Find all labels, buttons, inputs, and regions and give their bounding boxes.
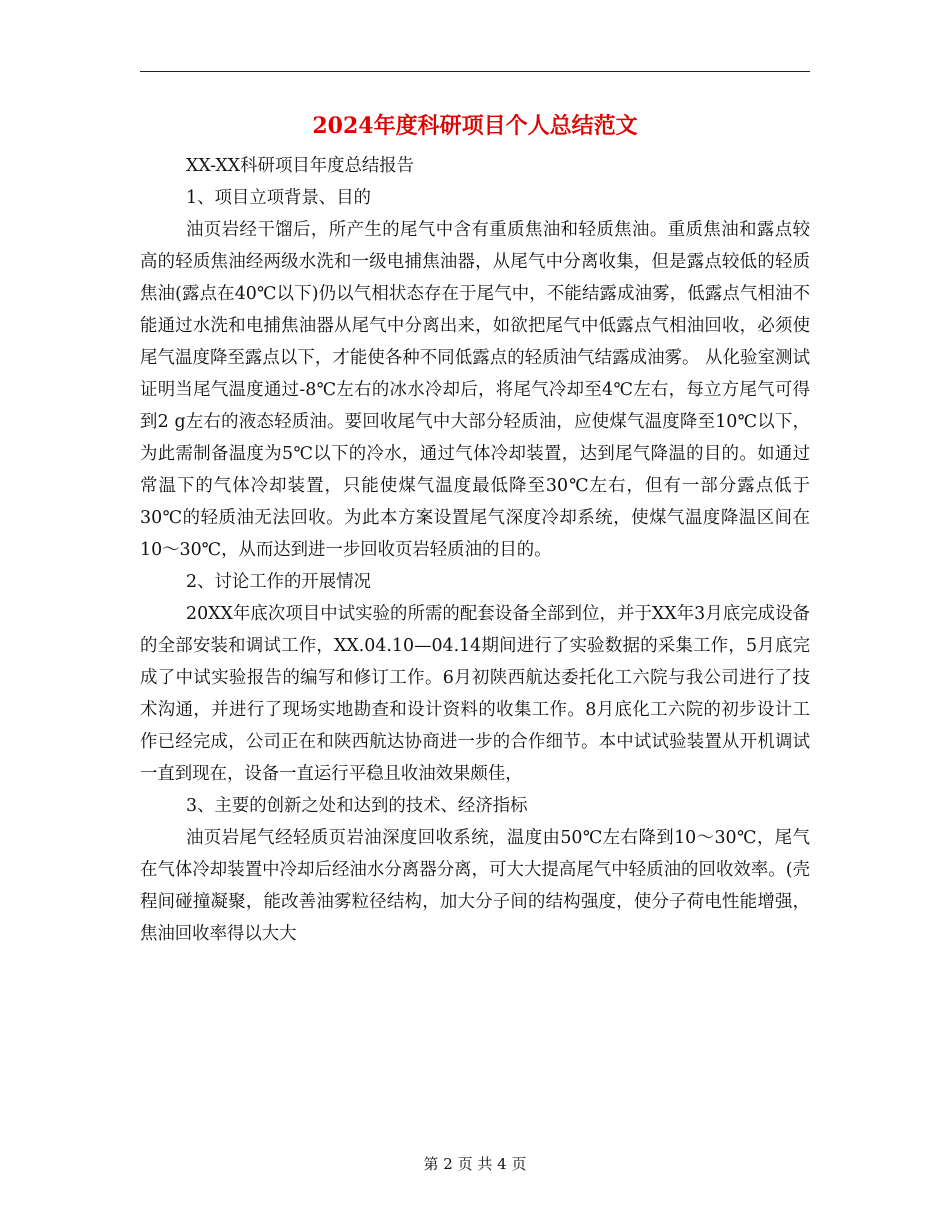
paragraph-innovation: 油页岩尾气经轻质页岩油深度回收系统，温度由50℃左右降到10～30℃，尾气在气体冷却装置中冷却后经油水分离器分离，可大大提高尾气中轻质油的回收效率。(壳程间碰撞凝聚，能改善油雾粒径结构，加大分子间的结构强度，使分子荷电性能增强，焦油回收率得以大大 <box>140 828 810 944</box>
section-heading-2: 2、讨论工作的开展情况 <box>186 572 371 592</box>
section-heading-3: 3、主要的创新之处和达到的技术、经济指标 <box>186 796 528 816</box>
section-heading-1: 1、项目立项背景、目的 <box>186 188 371 208</box>
document-body <box>140 150 810 950</box>
paragraph-background: 油页岩经干馏后，所产生的尾气中含有重质焦油和轻质焦油。重质焦油和露点较高的轻质焦油经两级水洗和一级电捕焦油器，从尾气中分离收集，但是露点较低的轻质焦油(露点在40℃以下)仍以气相状态存在于尾气中，不能结露成油雾，低露点气相油不能通过水洗和电捕焦油器从尾气中分离出来，如欲把尾气中低露点气相油回收，必须使尾气温度降至露点以下，才能使各种不同低露点的轻质油气结露成油雾。 从化验室测试证明当尾气温度通过-8℃左右的冰水冷却后，将尾气冷却至4℃左右，每立方尾气可得到2 g左右的液态轻质油。要回收尾气中大部分轻质油，应使煤气温度降至10℃以下，为此需制备温度为5℃以下的冷水，通过气体冷却装置，达到尾气降温的目的。如通过常温下的气体冷却装置，只能使煤气温度最低降至30℃左右，但有一部分露点低于30℃的轻质油无法回收。为此本方案设置尾气深度冷却系统，使煤气温度降温区间在10～30℃，从而达到进一步回收页岩轻质油的目的。 <box>140 220 810 560</box>
document-title: 2024年度科研项目个人总结范文 <box>312 113 638 139</box>
header-rule <box>140 71 810 72</box>
report-heading: XX-XX科研项目年度总结报告 <box>186 156 415 176</box>
paragraph-progress: 20XX年底次项目中试实验的所需的配套设备全部到位，并于XX年3月底完成设备的全部安装和调试工作，XX.04.10—04.14期间进行了实验数据的采集工作，5月底完成了中试实验报告的编写和修订工作。6月初陕西航达委托化工六院与我公司进行了技术沟通，并进行了现场实地勘查和设计资料的收集工作。8月底化工六院的初步设计工作已经完成，公司正在和陕西航达协商进一步的合作细节。本中试试验装置从开机调试一直到现在，设备一直运行平稳且收油效果颇佳， <box>140 604 810 784</box>
page-number-footer: 第 2 页 共 4 页 <box>423 1155 527 1173</box>
